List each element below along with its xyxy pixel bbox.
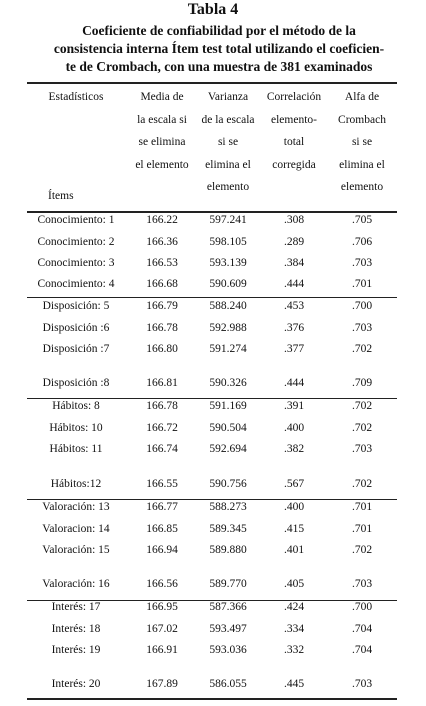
value-cell: 166.55	[146, 478, 178, 490]
value-cell: 590.326	[209, 377, 247, 389]
value-cell: .401	[283, 544, 305, 556]
column-header-line: de la escala	[201, 113, 255, 126]
value-cell: 590.756	[209, 478, 247, 490]
value-cell: 166.78	[146, 322, 178, 334]
item-label-cell: Disposición: 5	[42, 300, 110, 312]
value-cell: .334	[283, 623, 305, 635]
item-label-cell: Conocimiento: 4	[37, 278, 115, 290]
value-cell: 166.80	[146, 343, 178, 355]
value-cell: .700	[351, 300, 373, 312]
value-cell: .703	[351, 257, 373, 269]
value-cell: 166.81	[146, 377, 178, 389]
item-label-cell: Disposición :6	[42, 322, 110, 334]
item-label-cell: Conocimiento: 3	[37, 257, 115, 269]
items-label: Ítems	[48, 190, 74, 202]
value-cell: .289	[283, 236, 305, 248]
value-cell: .391	[283, 400, 305, 412]
value-cell: .445	[283, 678, 305, 690]
group-divider	[27, 398, 397, 399]
value-cell: .702	[351, 343, 373, 355]
value-cell: 589.880	[209, 544, 247, 556]
value-cell: 166.94	[146, 544, 178, 556]
value-cell: .703	[351, 678, 373, 690]
item-label-cell: Valoracion: 14	[42, 523, 110, 535]
value-cell: .400	[283, 422, 305, 434]
value-cell: 588.240	[209, 300, 247, 312]
value-cell: 166.79	[146, 300, 178, 312]
group-divider	[27, 499, 397, 500]
column-header-line: el elemento	[135, 158, 189, 171]
column-header-line: Alfa de	[344, 91, 380, 103]
column-header-line: corregida	[272, 158, 316, 171]
value-cell: .700	[351, 601, 373, 613]
column-header-line: elemento	[340, 181, 384, 193]
value-cell: 590.504	[209, 422, 247, 434]
column-header-line: elemento-	[271, 113, 317, 126]
value-cell: 593.139	[209, 257, 247, 269]
value-cell: .376	[283, 322, 305, 334]
value-cell: 597.241	[209, 214, 247, 226]
value-cell: 166.95	[146, 601, 178, 613]
column-header-line: si se	[351, 136, 373, 148]
value-cell: .400	[283, 501, 305, 513]
value-cell: 167.02	[146, 623, 178, 635]
value-cell: 166.36	[146, 236, 178, 248]
table-caption	[24, 22, 414, 76]
value-cell: .415	[283, 523, 305, 535]
value-cell: 166.77	[146, 501, 178, 513]
value-cell: .706	[351, 236, 373, 248]
value-cell: .332	[283, 644, 305, 656]
column-header-line: elimina el	[339, 158, 385, 171]
value-cell: 593.497	[209, 623, 247, 635]
value-cell: .702	[351, 478, 373, 490]
column-header-line: elimina el	[205, 158, 251, 171]
value-cell: 593.036	[209, 644, 247, 656]
bottom-rule	[27, 698, 397, 700]
column-header-line: la escala si	[137, 113, 187, 126]
item-label-cell: Conocimiento: 1	[37, 214, 115, 226]
value-cell: .709	[351, 377, 373, 389]
value-cell: 591.169	[209, 400, 247, 412]
item-label-cell: Disposición :7	[42, 343, 110, 355]
value-cell: .424	[283, 601, 305, 613]
item-label-cell: Hábitos: 8	[52, 400, 100, 412]
value-cell: .377	[283, 343, 305, 355]
value-cell: .701	[351, 501, 373, 513]
column-header-line: Crombach	[338, 113, 386, 126]
value-cell: 166.22	[146, 214, 178, 226]
item-label-cell: Hábitos:12	[50, 478, 102, 490]
value-cell: .308	[283, 214, 305, 226]
value-cell: 166.53	[146, 257, 178, 269]
group-divider	[27, 297, 397, 298]
table-number: Tabla 4	[187, 1, 239, 18]
item-label-cell: Valoración: 13	[42, 501, 110, 513]
item-label-cell: Interés: 19	[51, 644, 101, 656]
value-cell: .444	[283, 278, 305, 290]
value-cell: .382	[283, 443, 305, 455]
value-cell: .702	[351, 400, 373, 412]
value-cell: 166.78	[146, 400, 178, 412]
value-cell: .704	[351, 644, 373, 656]
caption-line: te de Crombach, con una muestra de 381 examinados	[65, 59, 373, 74]
value-cell: .702	[351, 422, 373, 434]
item-label-cell: Interés: 18	[51, 623, 101, 635]
group-divider	[27, 600, 397, 601]
value-cell: .703	[351, 322, 373, 334]
column-header-line: Correlación	[266, 91, 322, 103]
column-header-line: Varianza	[207, 91, 249, 103]
value-cell: 167.89	[146, 678, 178, 690]
value-cell: 587.366	[209, 601, 247, 613]
value-cell: .444	[283, 377, 305, 389]
value-cell: .701	[351, 278, 373, 290]
value-cell: 586.055	[209, 678, 247, 690]
value-cell: 166.56	[146, 578, 178, 590]
value-cell: .405	[283, 578, 305, 590]
value-cell: .704	[351, 623, 373, 635]
value-cell: 588.273	[209, 501, 247, 513]
value-cell: .702	[351, 544, 373, 556]
column-header-line: Estadísticos	[48, 91, 104, 103]
value-cell: 591.274	[209, 343, 247, 355]
value-cell: .567	[283, 478, 305, 490]
value-cell: 589.345	[209, 523, 247, 535]
value-cell: 166.74	[146, 443, 178, 455]
column-header-line: si se	[217, 136, 239, 148]
value-cell: 598.105	[209, 236, 247, 248]
item-label-cell: Hábitos: 10	[49, 422, 103, 434]
item-label-cell: Disposición :8	[42, 377, 110, 389]
caption-line: consistencia interna Ítem test total utilizando el coeficien-	[53, 41, 385, 56]
item-label-cell: Interés: 17	[51, 601, 101, 613]
value-cell: 589.770	[209, 578, 247, 590]
value-cell: .384	[283, 257, 305, 269]
item-label-cell: Interés: 20	[51, 678, 101, 690]
value-cell: 166.85	[146, 523, 178, 535]
value-cell: .453	[283, 300, 305, 312]
caption-line: Coeficiente de confiabilidad por el método de la	[82, 23, 356, 38]
column-header-line: elemento	[206, 181, 250, 193]
value-cell: 166.72	[146, 422, 178, 434]
value-cell: 166.91	[146, 644, 178, 656]
item-label-cell: Hábitos: 11	[49, 443, 103, 455]
column-header-line: Media de	[140, 91, 184, 103]
value-cell: .703	[351, 578, 373, 590]
top-rule	[27, 82, 397, 84]
column-header-line: se elimina	[138, 136, 186, 148]
item-label-cell: Conocimiento: 2	[37, 236, 115, 248]
value-cell: 166.68	[146, 278, 178, 290]
header-rule	[27, 211, 397, 213]
column-header-line: total	[283, 136, 305, 148]
item-label-cell: Valoración: 16	[42, 578, 110, 590]
item-label-cell: Valoración: 15	[42, 544, 110, 556]
value-cell: 592.694	[209, 443, 247, 455]
value-cell: .703	[351, 443, 373, 455]
value-cell: 592.988	[209, 322, 247, 334]
value-cell: 590.609	[209, 278, 247, 290]
value-cell: .705	[351, 214, 373, 226]
value-cell: .701	[351, 523, 373, 535]
